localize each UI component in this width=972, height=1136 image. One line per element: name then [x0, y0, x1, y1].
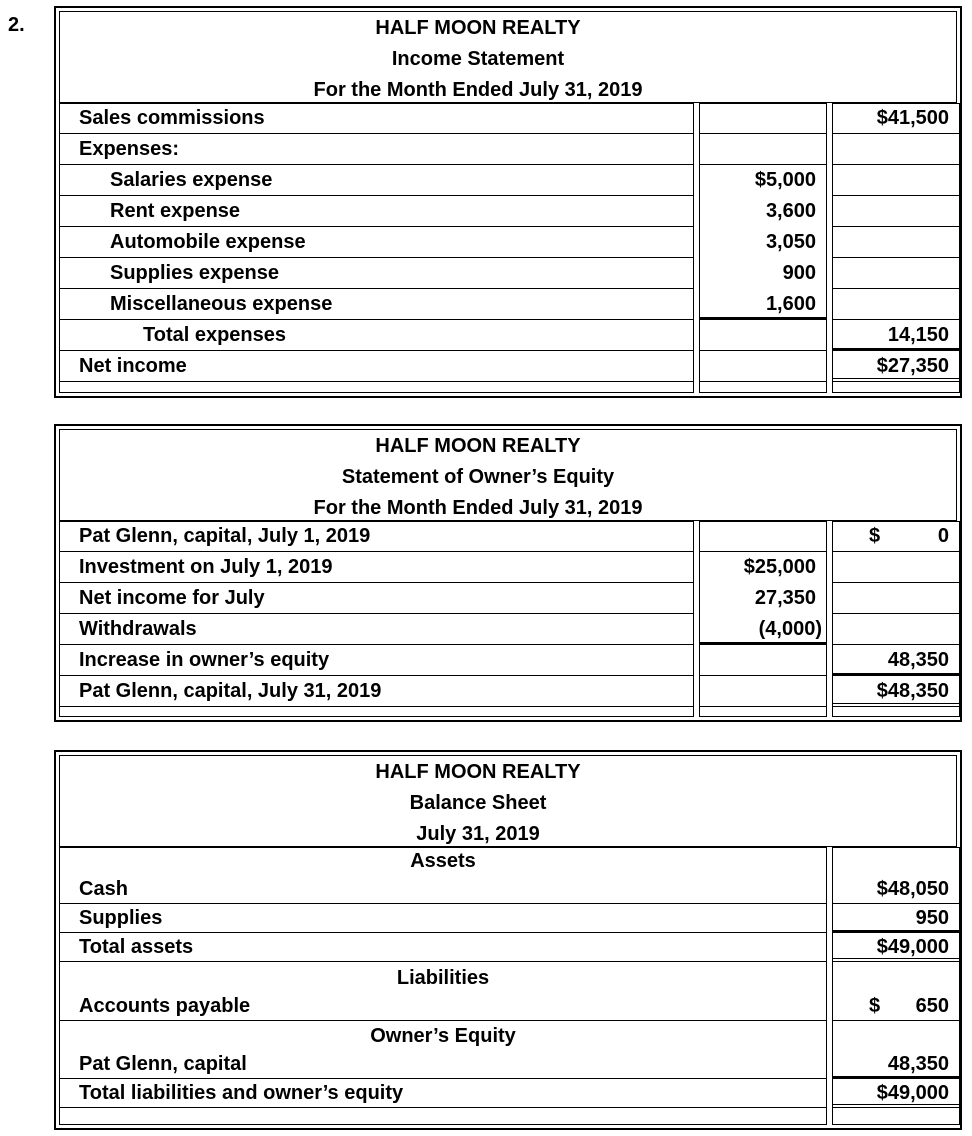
row-amount: $49,000	[876, 936, 949, 958]
row-label: Total liabilities and owner’s equity	[79, 1082, 404, 1104]
statement-date: July 31, 2019	[416, 823, 540, 845]
section-heading-owners-equity: Owner’s Equity	[370, 1025, 516, 1047]
row-label: Pat Glenn, capital, July 31, 2019	[79, 680, 382, 702]
row-amount: $5,000	[754, 169, 816, 191]
row-label: Total expenses	[143, 324, 287, 346]
table-row	[59, 258, 957, 289]
row-label: Net income	[79, 355, 187, 377]
balance-sheet	[54, 750, 962, 1130]
table-row	[59, 227, 957, 258]
balance-header	[59, 755, 957, 847]
dollar-sign: $	[869, 525, 881, 547]
table-row	[59, 676, 957, 707]
table-row	[59, 1050, 957, 1079]
table-row	[59, 645, 957, 676]
statement-period: For the Month Ended July 31, 2019	[313, 79, 643, 101]
row-label: Sales commissions	[79, 107, 265, 129]
table-row	[59, 614, 957, 645]
row-amount: $48,350	[876, 680, 949, 702]
equity-body	[59, 521, 957, 717]
table-row	[59, 904, 957, 933]
company-name: HALF MOON REALTY	[375, 761, 581, 783]
table-row	[59, 992, 957, 1021]
row-label: Withdrawals	[79, 618, 197, 640]
table-row	[59, 583, 957, 614]
table-row	[59, 289, 957, 320]
statement-title: Statement of Owner’s Equity	[341, 466, 615, 488]
row-label: Increase in owner’s equity	[79, 649, 330, 671]
equity-header	[59, 429, 957, 521]
row-label: Rent expense	[110, 200, 241, 222]
row-amount: 0	[937, 525, 949, 547]
table-row	[59, 351, 957, 382]
row-amount: 650	[915, 995, 949, 1017]
income-statement	[54, 6, 962, 398]
row-label: Cash	[79, 878, 128, 900]
balance-body	[59, 847, 957, 1125]
row-amount: 48,350	[887, 649, 949, 671]
table-row	[59, 521, 957, 552]
row-amount: 3,050	[765, 231, 816, 253]
row-amount: 1,600	[765, 293, 816, 315]
income-body	[59, 103, 957, 393]
row-label: Expenses:	[79, 138, 180, 160]
row-amount: $25,000	[743, 556, 816, 578]
row-label: Supplies expense	[110, 262, 279, 284]
dollar-sign: $	[869, 995, 881, 1017]
row-label: Investment on July 1, 2019	[79, 556, 333, 578]
table-row	[59, 933, 957, 962]
row-amount: 900	[782, 262, 816, 284]
row-amount: 27,350	[754, 587, 816, 609]
row-label: Miscellaneous expense	[110, 293, 333, 315]
row-label: Accounts payable	[79, 995, 251, 1017]
row-amount: 3,600	[765, 200, 816, 222]
row-label: Salaries expense	[110, 169, 273, 191]
row-amount: $41,500	[876, 107, 949, 129]
row-label: Net income for July	[79, 587, 265, 609]
problem-number: 2.	[8, 14, 25, 36]
row-amount: $48,050	[876, 878, 949, 900]
statement-title: Balance Sheet	[409, 792, 547, 814]
row-label: Total assets	[79, 936, 194, 958]
row-amount: $27,350	[876, 355, 949, 377]
section-heading-liabilities: Liabilities	[396, 967, 490, 989]
row-amount: $49,000	[876, 1082, 949, 1104]
owners-equity-statement	[54, 424, 962, 722]
company-name: HALF MOON REALTY	[375, 17, 581, 39]
table-row	[59, 103, 957, 134]
row-label: Automobile expense	[110, 231, 306, 253]
row-label: Pat Glenn, capital, July 1, 2019	[79, 525, 371, 547]
table-row	[59, 1079, 957, 1108]
income-header	[59, 11, 957, 103]
table-row	[59, 552, 957, 583]
table-row	[59, 165, 957, 196]
table-row	[59, 134, 957, 165]
row-label: Pat Glenn, capital	[79, 1053, 247, 1075]
row-amount: 14,150	[887, 324, 949, 346]
row-amount: (4,000)	[758, 618, 822, 640]
row-label: Supplies	[79, 907, 163, 929]
statement-title: Income Statement	[391, 48, 565, 70]
table-row	[59, 320, 957, 351]
row-amount: 48,350	[887, 1053, 949, 1075]
table-row	[59, 196, 957, 227]
section-heading-assets: Assets	[410, 850, 476, 872]
company-name: HALF MOON REALTY	[375, 435, 581, 457]
table-row	[59, 875, 957, 904]
statement-period: For the Month Ended July 31, 2019	[313, 497, 643, 519]
row-amount: 950	[915, 907, 949, 929]
